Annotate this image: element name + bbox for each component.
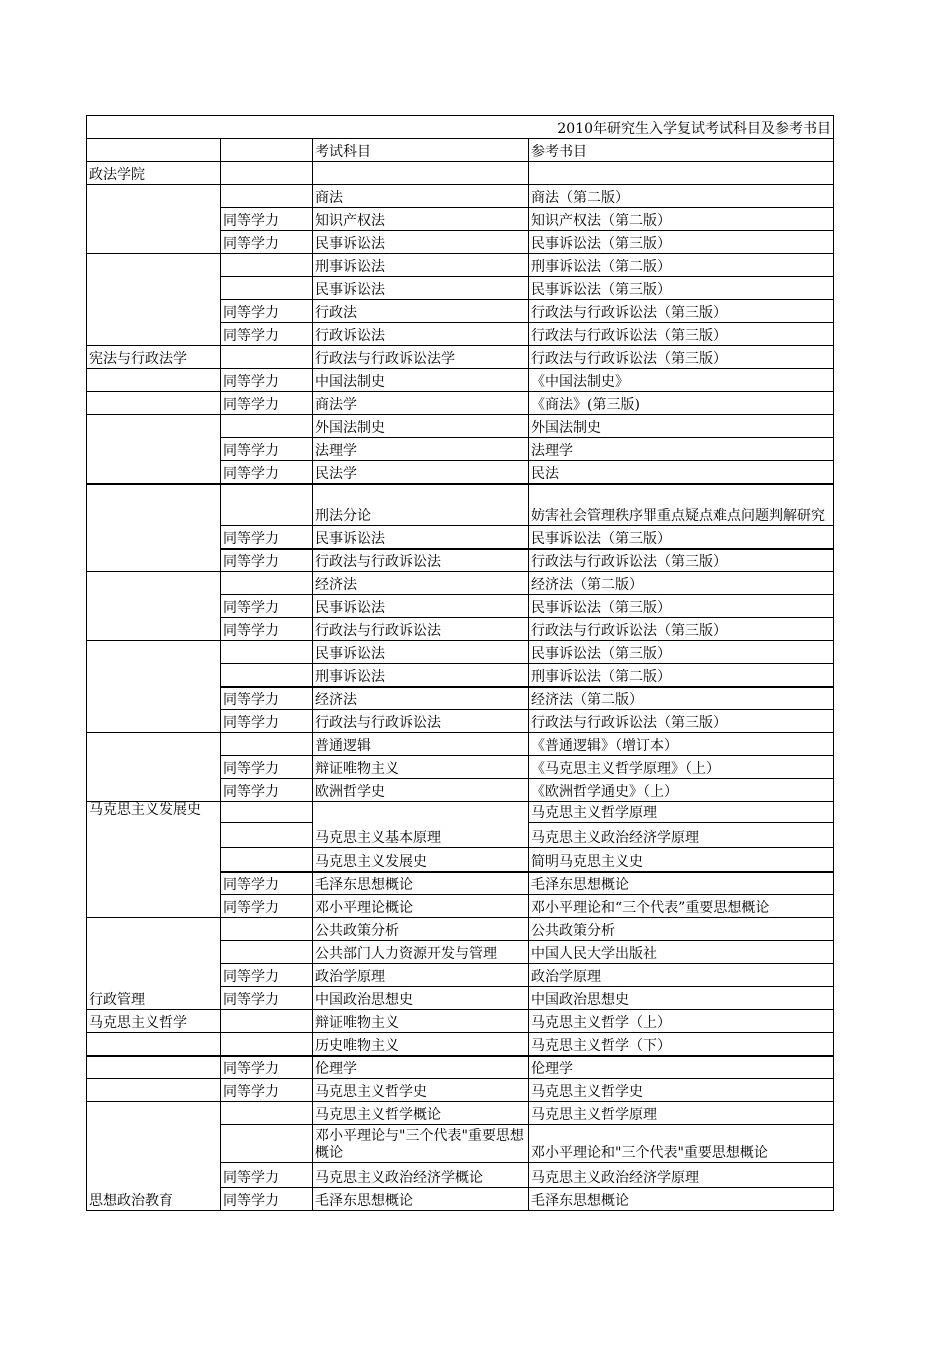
book-cell: 法理学 bbox=[529, 438, 834, 461]
header-cell bbox=[221, 139, 313, 162]
program-cell bbox=[87, 369, 221, 392]
table-row bbox=[87, 1079, 834, 1102]
header-cell bbox=[87, 139, 221, 162]
table-row bbox=[87, 484, 834, 526]
book-cell: 刑事诉讼法（第二版） bbox=[529, 664, 834, 687]
equivalence-cell: 同等学力 bbox=[221, 1163, 313, 1188]
book-cell: 马克思主义哲学（下） bbox=[529, 1033, 834, 1056]
program-cell bbox=[87, 392, 221, 415]
book-cell: 知识产权法（第二版） bbox=[529, 208, 834, 231]
book-cell: 《马克思主义哲学原理》（上） bbox=[529, 756, 834, 779]
book-cell: 行政法与行政诉讼法（第三版） bbox=[529, 549, 834, 572]
header-row bbox=[87, 139, 834, 162]
book-cell: 简明马克思主义史 bbox=[529, 848, 834, 872]
book-cell: 《中国法制史》 bbox=[529, 369, 834, 392]
subject-cell: 行政法与行政诉讼法 bbox=[313, 549, 529, 572]
program-cell: 宪法与行政法学 bbox=[87, 346, 221, 369]
equivalence-cell bbox=[221, 918, 313, 941]
book-cell: 妨害社会管理秩序罪重点疑点难点问题判解研究 bbox=[529, 484, 834, 526]
subject-cell: 行政法与行政诉讼法学 bbox=[313, 346, 529, 369]
table-row bbox=[87, 802, 834, 823]
subject-cell: 民事诉讼法 bbox=[313, 277, 529, 300]
program-cell bbox=[87, 415, 221, 484]
subject-cell: 公共部门人力资源开发与管理 bbox=[313, 941, 529, 964]
subject-cell: 邓小平理论概论 bbox=[313, 895, 529, 918]
book-cell: 中国人民大学出版社 bbox=[529, 941, 834, 964]
equivalence-cell: 同等学力 bbox=[221, 392, 313, 415]
header-books: 参考书目 bbox=[529, 139, 834, 162]
book-cell bbox=[529, 162, 834, 185]
equivalence-cell bbox=[221, 1102, 313, 1125]
program-cell bbox=[87, 484, 221, 572]
book-cell: 行政法与行政诉讼法（第三版） bbox=[529, 618, 834, 641]
subject-cell: 中国法制史 bbox=[313, 369, 529, 392]
table-row bbox=[87, 185, 834, 208]
equivalence-cell: 同等学力 bbox=[221, 895, 313, 918]
subject-cell: 欧洲哲学史 bbox=[313, 779, 529, 802]
program-cell bbox=[87, 733, 221, 802]
equivalence-cell: 同等学力 bbox=[221, 779, 313, 802]
equivalence-cell: 同等学力 bbox=[221, 231, 313, 254]
program-cell: 政法学院 bbox=[87, 162, 221, 185]
book-cell: 外国法制史 bbox=[529, 415, 834, 438]
subject-cell: 伦理学 bbox=[313, 1056, 529, 1079]
program-cell bbox=[87, 254, 221, 346]
table-row bbox=[87, 572, 834, 595]
book-cell: 公共政策分析 bbox=[529, 918, 834, 941]
subject-cell: 行政法 bbox=[313, 300, 529, 323]
book-cell: 马克思主义哲学原理 bbox=[529, 802, 834, 823]
program-cell bbox=[87, 185, 221, 254]
book-cell: 行政法与行政诉讼法（第三版） bbox=[529, 710, 834, 733]
equivalence-cell bbox=[221, 415, 313, 438]
subject-cell: 知识产权法 bbox=[313, 208, 529, 231]
book-cell: 刑事诉讼法（第二版） bbox=[529, 254, 834, 277]
program-cell: 思想政治教育 bbox=[87, 1102, 221, 1211]
equivalence-cell bbox=[221, 277, 313, 300]
book-cell: 经济法（第二版） bbox=[529, 687, 834, 710]
equivalence-cell: 同等学力 bbox=[221, 438, 313, 461]
subject-cell: 历史唯物主义 bbox=[313, 1033, 529, 1056]
equivalence-cell: 同等学力 bbox=[221, 710, 313, 733]
subject-cell: 商法 bbox=[313, 185, 529, 208]
table-row bbox=[87, 369, 834, 392]
book-cell: 民事诉讼法（第三版） bbox=[529, 595, 834, 618]
subject-cell: 毛泽东思想概论 bbox=[313, 1188, 529, 1211]
table-row bbox=[87, 1056, 834, 1079]
header-subject: 考试科目 bbox=[313, 139, 529, 162]
table-row bbox=[87, 1033, 834, 1056]
program-cell bbox=[87, 1056, 221, 1079]
subject-cell: 辩证唯物主义 bbox=[313, 1010, 529, 1033]
subject-cell: 马克思主义发展史 bbox=[313, 848, 529, 872]
book-cell: 邓小平理论和“三个代表”重要思想概论 bbox=[529, 895, 834, 918]
subject-cell: 毛泽东思想概论 bbox=[313, 872, 529, 895]
subject-cell: 民事诉讼法 bbox=[313, 595, 529, 618]
book-cell: 毛泽东思想概论 bbox=[529, 1188, 834, 1211]
book-cell: 民事诉讼法（第三版） bbox=[529, 641, 834, 664]
page-title: 2010年研究生入学复试考试科目及参考书目 bbox=[87, 116, 834, 139]
subject-cell: 公共政策分析 bbox=[313, 918, 529, 941]
program-cell bbox=[87, 1079, 221, 1102]
equivalence-cell: 同等学力 bbox=[221, 300, 313, 323]
equivalence-cell: 同等学力 bbox=[221, 687, 313, 710]
subject-cell: 马克思主义政治经济学概论 bbox=[313, 1163, 529, 1188]
book-cell: 《商法》(第三版) bbox=[529, 392, 834, 415]
equivalence-cell bbox=[221, 162, 313, 185]
book-cell: 政治学原理 bbox=[529, 964, 834, 987]
subject-cell: 中国政治思想史 bbox=[313, 987, 529, 1010]
equivalence-cell bbox=[221, 733, 313, 756]
exam-subjects-table bbox=[86, 115, 834, 1211]
equivalence-cell: 同等学力 bbox=[221, 323, 313, 346]
book-cell: 中国政治思想史 bbox=[529, 987, 834, 1010]
subject-cell: 行政法与行政诉讼法 bbox=[313, 710, 529, 733]
table-row bbox=[87, 733, 834, 756]
table-row bbox=[87, 392, 834, 415]
subject-cell: 刑法分论 bbox=[313, 484, 529, 526]
subject-cell bbox=[313, 162, 529, 185]
table-row bbox=[87, 415, 834, 438]
subject-cell: 政治学原理 bbox=[313, 964, 529, 987]
subject-cell: 商法学 bbox=[313, 392, 529, 415]
program-cell bbox=[87, 572, 221, 641]
subject-cell: 马克思主义哲学概论 bbox=[313, 1102, 529, 1125]
book-cell: 行政法与行政诉讼法（第三版） bbox=[529, 346, 834, 369]
table-row bbox=[87, 1010, 834, 1033]
book-cell: 《普通逻辑》（增订本） bbox=[529, 733, 834, 756]
program-cell bbox=[87, 641, 221, 733]
equivalence-cell: 同等学力 bbox=[221, 526, 313, 549]
book-cell: 马克思主义政治经济学原理 bbox=[529, 1163, 834, 1188]
equivalence-cell bbox=[221, 1125, 313, 1163]
book-cell: 马克思主义哲学史 bbox=[529, 1079, 834, 1102]
book-cell: 伦理学 bbox=[529, 1056, 834, 1079]
subject-cell: 民事诉讼法 bbox=[313, 526, 529, 549]
equivalence-cell bbox=[221, 664, 313, 687]
subject-cell: 辩证唯物主义 bbox=[313, 756, 529, 779]
book-cell: 邓小平理论和"三个代表"重要思想概论 bbox=[529, 1125, 834, 1163]
subject-cell: 民事诉讼法 bbox=[313, 231, 529, 254]
equivalence-cell: 同等学力 bbox=[221, 208, 313, 231]
book-cell: 行政法与行政诉讼法（第三版） bbox=[529, 300, 834, 323]
program-cell bbox=[87, 1033, 221, 1056]
title-row bbox=[87, 116, 834, 139]
equivalence-cell: 同等学力 bbox=[221, 1079, 313, 1102]
subject-cell: 经济法 bbox=[313, 572, 529, 595]
book-cell: 民事诉讼法（第三版） bbox=[529, 277, 834, 300]
equivalence-cell: 同等学力 bbox=[221, 756, 313, 779]
subject-cell: 刑事诉讼法 bbox=[313, 254, 529, 277]
equivalence-cell bbox=[221, 484, 313, 526]
equivalence-cell bbox=[221, 572, 313, 595]
table-row bbox=[87, 254, 834, 277]
equivalence-cell: 同等学力 bbox=[221, 1188, 313, 1211]
subject-cell: 民事诉讼法 bbox=[313, 641, 529, 664]
equivalence-cell: 同等学力 bbox=[221, 369, 313, 392]
book-cell: 毛泽东思想概论 bbox=[529, 872, 834, 895]
equivalence-cell bbox=[221, 641, 313, 664]
equivalence-cell bbox=[221, 1033, 313, 1056]
book-cell: 民法 bbox=[529, 461, 834, 484]
subject-cell: 马克思主义哲学史 bbox=[313, 1079, 529, 1102]
book-cell: 行政法与行政诉讼法（第三版） bbox=[529, 323, 834, 346]
equivalence-cell bbox=[221, 1010, 313, 1033]
table-row bbox=[87, 918, 834, 941]
equivalence-cell: 同等学力 bbox=[221, 549, 313, 572]
table-row bbox=[87, 162, 834, 185]
subject-cell: 普通逻辑 bbox=[313, 733, 529, 756]
book-cell: 商法（第二版） bbox=[529, 185, 834, 208]
equivalence-cell: 同等学力 bbox=[221, 595, 313, 618]
table-row bbox=[87, 641, 834, 664]
equivalence-cell bbox=[221, 941, 313, 964]
equivalence-cell bbox=[221, 185, 313, 208]
subject-cell: 行政法与行政诉讼法 bbox=[313, 618, 529, 641]
program-cell: 行政管理 bbox=[87, 918, 221, 1010]
book-cell: 马克思主义政治经济学原理 bbox=[529, 823, 834, 848]
equivalence-cell bbox=[221, 823, 313, 848]
subject-cell: 民法学 bbox=[313, 461, 529, 484]
book-cell: 马克思主义哲学原理 bbox=[529, 1102, 834, 1125]
subject-cell: 马克思主义基本原理 bbox=[313, 802, 529, 848]
subject-cell: 外国法制史 bbox=[313, 415, 529, 438]
table-row bbox=[87, 1102, 834, 1125]
equivalence-cell: 同等学力 bbox=[221, 987, 313, 1010]
program-cell: 马克思主义发展史 bbox=[87, 802, 221, 918]
book-cell: 马克思主义哲学（上） bbox=[529, 1010, 834, 1033]
program-cell: 马克思主义哲学 bbox=[87, 1010, 221, 1033]
equivalence-cell bbox=[221, 802, 313, 823]
book-cell: 民事诉讼法（第三版） bbox=[529, 231, 834, 254]
table-row bbox=[87, 346, 834, 369]
equivalence-cell bbox=[221, 848, 313, 872]
book-cell: 民事诉讼法（第三版） bbox=[529, 526, 834, 549]
subject-cell: 刑事诉讼法 bbox=[313, 664, 529, 687]
book-cell: 《欧洲哲学通史》（上） bbox=[529, 779, 834, 802]
subject-cell: 经济法 bbox=[313, 687, 529, 710]
equivalence-cell: 同等学力 bbox=[221, 1056, 313, 1079]
subject-cell: 法理学 bbox=[313, 438, 529, 461]
equivalence-cell: 同等学力 bbox=[221, 461, 313, 484]
subject-cell: 邓小平理论与"三个代表"重要思想概论 bbox=[313, 1125, 529, 1163]
equivalence-cell: 同等学力 bbox=[221, 618, 313, 641]
equivalence-cell: 同等学力 bbox=[221, 872, 313, 895]
equivalence-cell: 同等学力 bbox=[221, 964, 313, 987]
book-cell: 经济法（第二版） bbox=[529, 572, 834, 595]
equivalence-cell bbox=[221, 346, 313, 369]
subject-cell: 行政诉讼法 bbox=[313, 323, 529, 346]
equivalence-cell bbox=[221, 254, 313, 277]
